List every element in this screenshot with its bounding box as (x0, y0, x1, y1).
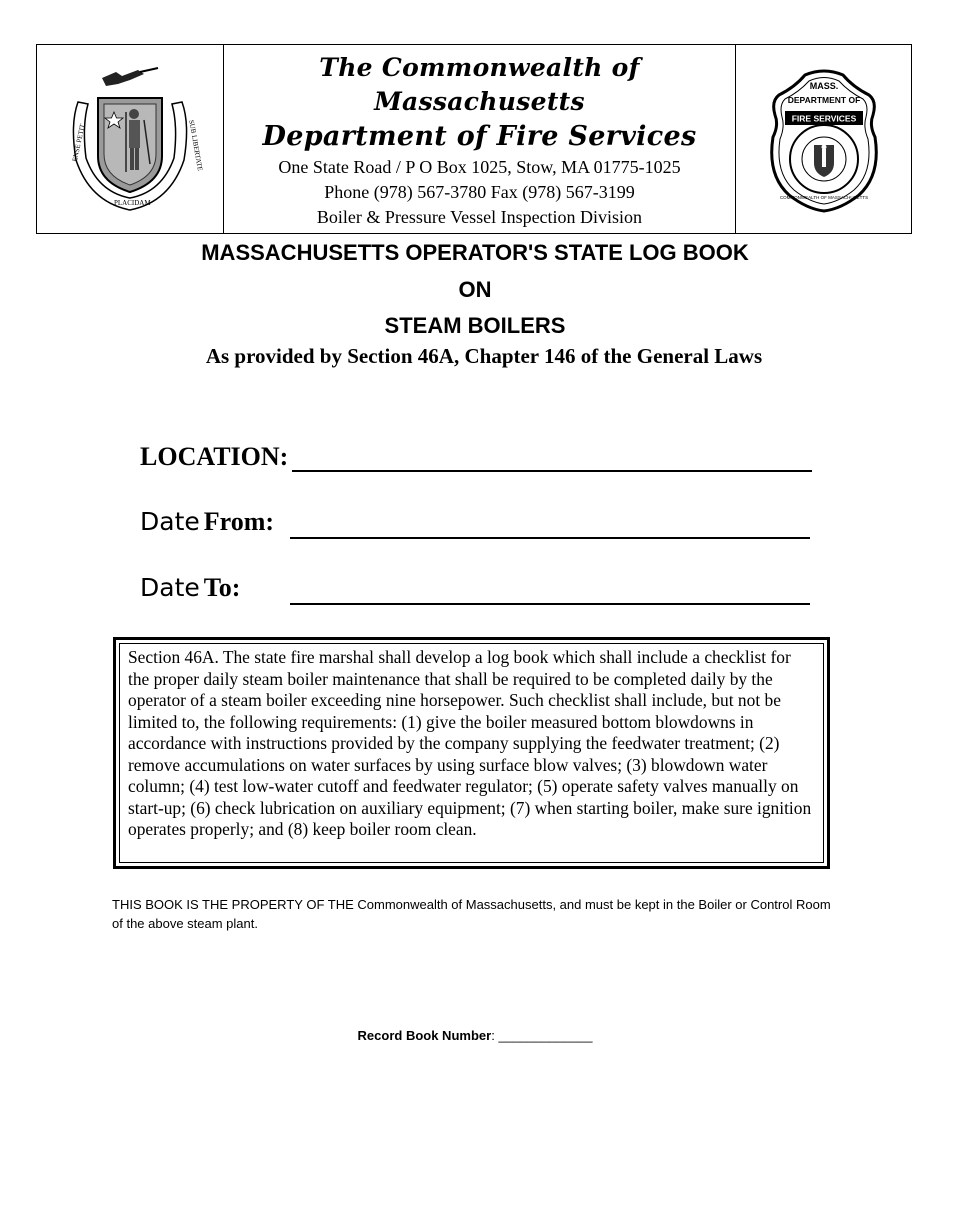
from-label: From: (203, 507, 275, 536)
title-on: ON (458, 277, 492, 302)
property-notice: THIS BOOK IS THE PROPERTY OF THE Commonwealth of Massachusetts, and must be kept in the Boiler or Control Room of the above steam plant. (112, 897, 831, 931)
seal-motto-left: ENSE PETIT (70, 123, 87, 163)
division-line: Boiler & Pressure Vessel Inspection Division (316, 207, 643, 227)
record-book-colon: : (491, 1028, 495, 1043)
department-title: Department of Fire Services (262, 121, 697, 152)
title-steam-boilers: STEAM BOILERS (384, 313, 566, 338)
badge-ring-text: COMMONWEALTH OF MASSACHUSETTS (779, 195, 868, 200)
seal-cell (37, 45, 224, 233)
statute-text: Section 46A. The state fire marshal shall develop a log book which shall include a checklist for the proper daily steam boiler maintenance that shall be required to be completed daily by the operator of a steam boiler exceeding nine horsepower. Such checklist shall include, but not be limited to, the following requirements: (1) give the boiler measured bottom blowdowns in accordance with instructions provided by the company supplying the feedwater treatment; (2) remove accumulations on water surfaces by using surface blow valves; (3) blowdown water column; (4) test low-water cutoff and feedwater regulator; (5) operate safety valves manually on start-up; (6) check lubrication on auxiliary equipment; (7) when starting boiler, make sure ignition operates properly; and (8) keep boiler room clean. (119, 643, 824, 863)
seal-motto-right: SUB LIBERTATE (187, 119, 205, 172)
date-word-to: Date (140, 573, 200, 602)
badge-cell (736, 45, 911, 233)
record-book-blank[interactable]: _____________ (498, 1028, 593, 1043)
address-line: One State Road / P O Box 1025, Stow, MA 01775-1025 (278, 157, 681, 177)
phone-line: Phone (978) 567-3780 Fax (978) 567-3199 (324, 182, 635, 202)
location-label: LOCATION: (140, 442, 289, 471)
statutory-reference: As provided by Section 46A, Chapter 146 of the General Laws (205, 344, 763, 368)
location-input-line[interactable] (292, 470, 812, 472)
commonwealth-title: The Commonwealth of Massachusetts (319, 53, 640, 116)
record-book-number (0, 1028, 950, 1043)
state-seal-icon (64, 64, 205, 214)
statute-box (113, 637, 830, 869)
to-label: To: (203, 573, 241, 602)
date-word-from: Date (140, 507, 200, 536)
dfs-badge-icon (765, 65, 883, 213)
location-field (140, 442, 288, 478)
seal-motto-mid: PLACIDAM (114, 199, 151, 207)
log-book-title: MASSACHUSETTS OPERATOR'S STATE LOG BOOK (201, 240, 749, 265)
badge-banner-text: FIRE SERVICES (791, 113, 856, 124)
date-to-input-line[interactable] (290, 603, 810, 605)
badge-top-text: MASS. (809, 81, 838, 91)
letterhead-text (224, 45, 736, 233)
badge-arc-text: DEPARTMENT OF (787, 95, 860, 105)
date-to-field (140, 573, 240, 609)
date-from-input-line[interactable] (290, 537, 810, 539)
record-book-label: Record Book Number (357, 1028, 492, 1043)
letterhead (36, 44, 912, 234)
date-from-field (140, 507, 274, 543)
